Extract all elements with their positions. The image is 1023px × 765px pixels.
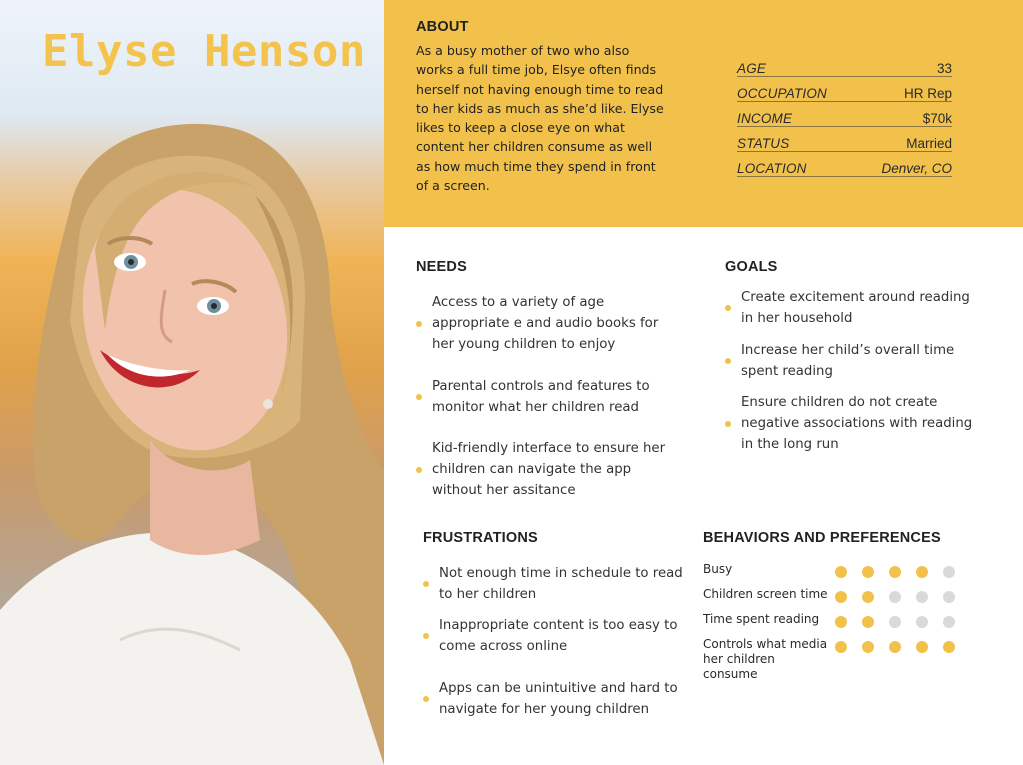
rating-dot-icon — [862, 641, 874, 653]
goals-list — [725, 286, 985, 465]
behavior-label: Busy — [703, 562, 733, 576]
rating-dot-icon — [889, 591, 901, 603]
behaviors-title: BEHAVIORS AND PREFERENCES — [703, 530, 941, 546]
behavior-label: Children screen time — [703, 587, 828, 601]
list-item — [423, 667, 683, 730]
stat-row-occupation — [737, 77, 952, 102]
rating-dots — [835, 566, 970, 578]
bullet-dot-icon — [725, 421, 731, 427]
behaviors-scale — [703, 562, 973, 681]
behavior-label: Controls what media her children consume — [703, 637, 828, 681]
stat-label: AGE — [737, 61, 767, 76]
list-item — [725, 392, 985, 455]
rating-dot-icon — [916, 591, 928, 603]
rating-dot-icon — [916, 566, 928, 578]
behavior-label: Time spent reading — [703, 612, 820, 626]
about-section — [384, 0, 1023, 227]
rating-dot-icon — [862, 566, 874, 578]
list-item-text: Kid-friendly interface to ensure her children can navigate the app without her assitance — [432, 441, 666, 498]
behavior-row — [703, 587, 973, 612]
stat-value: HR Rep — [903, 86, 952, 101]
stat-value: Denver, CO — [881, 161, 952, 176]
rating-dots — [835, 616, 970, 628]
list-item — [416, 438, 676, 501]
bullet-dot-icon — [725, 305, 731, 311]
bullet-dot-icon — [423, 581, 429, 587]
list-item-text: Parental controls and features to monitor what her children read — [432, 378, 650, 415]
rating-dot-icon — [835, 641, 847, 653]
list-item — [725, 286, 985, 329]
rating-dot-icon — [943, 591, 955, 603]
frustrations-list — [423, 563, 683, 740]
stat-value: $70k — [922, 111, 952, 126]
list-item — [416, 292, 676, 355]
rating-dot-icon — [862, 591, 874, 603]
list-item-text: Increase her child’s overall time spent reading — [741, 342, 955, 379]
rating-dot-icon — [889, 616, 901, 628]
bullet-dot-icon — [725, 358, 731, 364]
stat-label: STATUS — [737, 136, 790, 151]
stat-label: OCCUPATION — [737, 86, 828, 101]
bullet-dot-icon — [416, 467, 422, 473]
rating-dot-icon — [889, 566, 901, 578]
stat-label: LOCATION — [737, 161, 807, 176]
list-item — [423, 563, 683, 605]
rating-dot-icon — [835, 616, 847, 628]
about-text: As a busy mother of two who also works a full time job, Elsye often finds herself not having enough time to read to her kids as much as she’d like. Elyse likes to keep a close eye on what content her children consume as well as how much time they spend in front of a screen. — [416, 43, 664, 194]
rating-dot-icon — [916, 616, 928, 628]
list-item-text: Access to a variety of age appropriate e and audio books for her young children to enjoy — [432, 295, 659, 352]
bullet-dot-icon — [416, 394, 422, 400]
rating-dot-icon — [862, 616, 874, 628]
portrait-illustration — [0, 0, 384, 765]
persona-photo — [0, 0, 384, 765]
demographics-table — [737, 52, 952, 177]
stat-row-income — [737, 102, 952, 127]
list-item-text: Inappropriate content is too easy to come across online — [439, 618, 678, 654]
stat-row-location — [737, 152, 952, 177]
rating-dot-icon — [943, 641, 955, 653]
stat-row-age — [737, 52, 952, 77]
rating-dot-icon — [835, 591, 847, 603]
stat-row-status — [737, 127, 952, 152]
list-item-text: Not enough time in schedule to read to her children — [439, 566, 683, 602]
rating-dots — [835, 591, 970, 603]
rating-dot-icon — [889, 641, 901, 653]
stat-value: Married — [906, 136, 952, 151]
list-item — [725, 339, 985, 382]
rating-dots — [835, 641, 970, 653]
list-item-text: Create excitement around reading in her household — [741, 289, 970, 326]
stat-label: INCOME — [737, 111, 793, 126]
frustrations-title: FRUSTRATIONS — [423, 530, 538, 546]
bullet-dot-icon — [416, 321, 422, 327]
rating-dot-icon — [943, 566, 955, 578]
list-item — [416, 365, 676, 428]
list-item-text: Apps can be unintuitive and hard to navigate for her young children — [439, 680, 678, 717]
persona-name: Elyse Henson — [42, 26, 366, 77]
rating-dot-icon — [916, 641, 928, 653]
behavior-row — [703, 562, 973, 587]
bullet-dot-icon — [423, 696, 429, 702]
list-item — [423, 615, 683, 657]
stat-value: 33 — [936, 61, 952, 76]
rating-dot-icon — [943, 616, 955, 628]
behavior-row — [703, 612, 973, 637]
needs-list — [416, 292, 676, 511]
bullet-dot-icon — [423, 633, 429, 639]
rating-dot-icon — [835, 566, 847, 578]
goals-title: GOALS — [725, 259, 778, 275]
about-title: ABOUT — [416, 19, 469, 35]
list-item-text: Ensure children do not create negative associations with reading in the long run — [741, 395, 973, 452]
needs-title: NEEDS — [416, 259, 467, 275]
behavior-row — [703, 637, 973, 681]
